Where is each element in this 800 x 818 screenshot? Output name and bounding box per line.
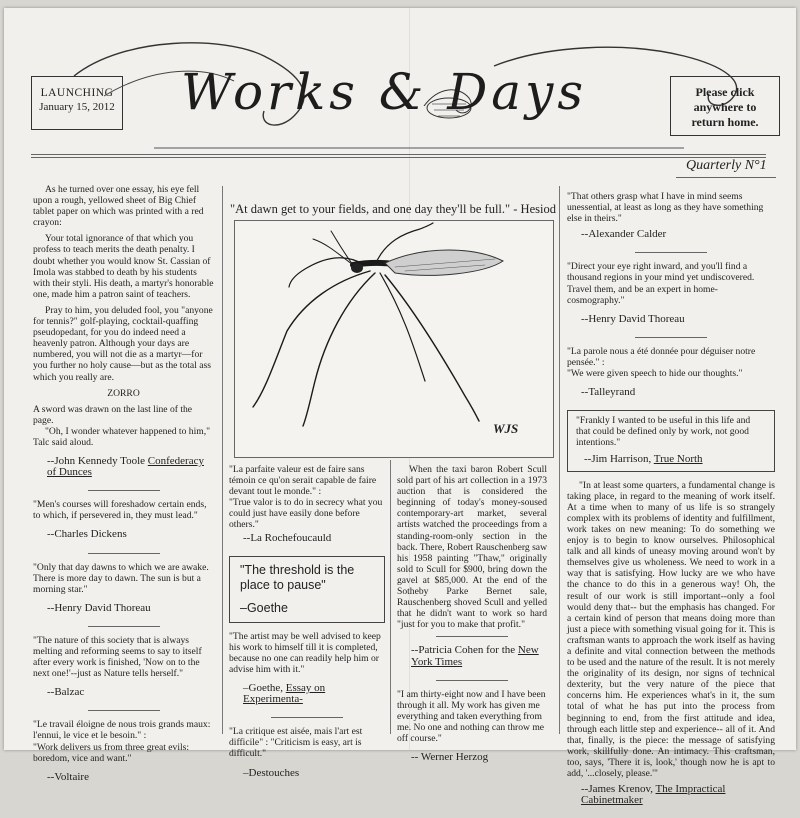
column-1 bbox=[33, 184, 214, 795]
separator bbox=[271, 717, 343, 718]
separator bbox=[88, 553, 160, 554]
column-4 bbox=[567, 191, 775, 818]
return-home-box[interactable] bbox=[670, 76, 780, 136]
quote-thoreau: "Only that day dawns to which we are awake. There is more day to dawn. The sun is but a morning star." bbox=[33, 561, 209, 595]
attribution-calder: --Alexander Calder bbox=[581, 228, 667, 241]
attribution-toole: --John Kennedy Toole Confederacy of Dunces bbox=[47, 455, 204, 479]
separator bbox=[88, 710, 160, 711]
attribution-goethe: –Goethe, Essay on Experimenta- bbox=[243, 682, 326, 706]
attribution-harrison: --Jim Harrison, True North bbox=[584, 452, 703, 465]
issue-underline bbox=[676, 177, 776, 178]
masthead-title: Works & Days bbox=[180, 63, 588, 121]
attribution-voltaire: --Voltaire bbox=[47, 770, 89, 783]
story-scull: When the taxi baron Robert Scull sold part of his art collection in a 1973 auction that is considered the beginning of today's money-soused contemporary-art market, several artists watched the proceedings from a standing-room-only section in the back. There, Robert Rauschenberg saw his 1958 painting "Thaw," originally sold to Scull for $900, bring down the gavel at $85,000. At the end of the Sotheby Parke Bernet sale, Rauschenberg shoved Scull and yelled that he didn't want to work so hard "just for you to make that profit." bbox=[397, 464, 547, 631]
quote-harrison: "Frankly I wanted to be useful in this life and that could be defined only by work, not good intentions." bbox=[576, 415, 751, 449]
quote-rochefoucauld-french: "La parfaite valeur est de faire sans témoin ce qu'on serait capable de faire devant tout le monde." : bbox=[229, 464, 377, 498]
quote-rochefoucauld-english: "True valor is to do in secrecy what you could just have easily done before others." bbox=[229, 497, 383, 531]
crane-fly-illustration bbox=[234, 220, 554, 458]
quote-herzog: "I am thirty-eight now and I have been through it all. My work has given me everything and taken everything from me. No one and nothing can throw me off course." bbox=[397, 688, 546, 744]
quote-voltaire-english: "Work delivers us from three great evils: boredom, vice and want." bbox=[33, 741, 190, 764]
harrison-quote-box bbox=[567, 410, 775, 471]
attribution-destouches: –Destouches bbox=[243, 766, 300, 779]
attribution-dickens: --Charles Dickens bbox=[47, 528, 127, 541]
quote-destouches: "La critique est aisée, mais l'art est difficile" : "Criticism is easy, art is difficult." bbox=[229, 726, 363, 760]
quote-calder: "That others grasp what I have in mind seems unessential, at least as long as they have something else in theirs." bbox=[567, 191, 764, 225]
quote-thoreau-2: "Direct your eye right inward, and you'll find a thousand regions in your mind yet undiscovered. Travel them, and be an expert in home-cosmography." bbox=[567, 261, 755, 306]
story-paragraph: As he turned over one essay, his eye fell upon a rough, yellowed sheet of Big Chief tablet paper on which was printed with a red crayon: bbox=[33, 184, 204, 229]
quote-goethe: "The artist may be well advised to keep his work to himself till it is completed, because no one can readily help him or advise him with it." bbox=[229, 630, 381, 675]
attribution-thoreau-2: --Henry David Thoreau bbox=[581, 312, 685, 325]
attribution-talleyrand: --Talleyrand bbox=[581, 386, 636, 399]
attribution-krenov: --James Krenov, The Impractical Cabinetmaker bbox=[581, 783, 726, 807]
column-2 bbox=[229, 464, 385, 791]
quote-talleyrand-french: "La parole nous a été donnée pour déguiser notre pensée." : bbox=[567, 345, 756, 368]
pull-quote-text: "The threshold is the place to pause" bbox=[240, 562, 355, 592]
column-3 bbox=[397, 464, 547, 775]
attribution-herzog: -- Werner Herzog bbox=[411, 751, 489, 764]
separator bbox=[436, 636, 508, 637]
separator bbox=[635, 252, 707, 253]
quote-balzac: "The nature of this society that is always melting and reforming seems to say to itself after every work is finished, 'Now on to the next one!'--just as Nature tells herself." bbox=[33, 634, 202, 680]
separator bbox=[88, 490, 160, 491]
issue-label: Quarterly N°1 bbox=[686, 158, 767, 173]
story-paragraph: Pray to him, you deluded fool, you "anyone for tennis?" golf-playing, cocktail-quaffing pseudopedant, for you do indeed need a heavenly patron. Although your days are numbered, you will not die as a martyr—for you further no holy cause—but as the total ass which you really are. bbox=[33, 304, 213, 383]
story-paragraph: A sword was drawn on the last line of the page. bbox=[33, 403, 193, 426]
pull-quote-attribution: –Goethe bbox=[240, 600, 288, 615]
quote-voltaire-french: "Le travail éloigne de nous trois grands maux: l'ennui, le vice et le besoin." : bbox=[33, 719, 211, 742]
column-divider-2 bbox=[390, 460, 391, 734]
attribution-thoreau: --Henry David Thoreau bbox=[47, 601, 151, 614]
story-paragraph: Your total ignorance of that which you profess to teach merits the death penalty. I doubt whether you would know St. Cassian of Imola was stabbed to death by his students with their styli. His death, a martyr's honorable one, made him a patron saint of teachers. bbox=[33, 233, 214, 300]
separator bbox=[88, 626, 160, 627]
launch-date: January 15, 2012 bbox=[39, 101, 115, 113]
quote-krenov: "In at least some quarters, a fundamental change is taking place, in regard to the meaning of work itself. At a time when to many of us life is so strangely complex with its problems of identity and fulfillment, work takes on new meaning: To do something we enjoy is to begin to know ourselves. Philosophical talk and all kinds of uneasy moving around won't by themselves give us wholeness. We need to work in a way that is satisfying. How lucky are we who have the chance to do this in a generous way! Oh, the result of our work is still important--only a fool would deny that-- but the emphasis has changed. For a certain kind of person that means doing more than just a piece with something visual going for it. This is craftsman wants to approach the work itself as having a definite and vital connection between the methods to be used and the nature of the result. It is not merely the originality of its design, nor signs of technical dexterity, but the very nature of the piece that concerns him. He experiences what's in it, the sum total of what he has put into the process from beginning to end, from the first attitude and idea, through each little step and experience-- all of it. And that, finally, is the piece: the message of satisfying work, skillfully done. An intimacy. This craftsman, too, says, 'There it is, look,' though now he is apt to add, '...closely, please.'" bbox=[567, 479, 775, 780]
goethe-pull-quote-box bbox=[229, 556, 385, 623]
header-rule bbox=[31, 154, 766, 155]
header-rule-2 bbox=[31, 157, 766, 158]
artist-signature: WJS bbox=[493, 421, 519, 436]
attribution-cohen: --Patricia Cohen for the New York Times bbox=[411, 644, 539, 668]
separator bbox=[635, 337, 707, 338]
crane-fly-icon bbox=[235, 221, 553, 457]
attribution-balzac: --Balzac bbox=[47, 686, 85, 699]
separator bbox=[436, 680, 508, 681]
quote-talleyrand-english: "We were given speech to hide our thoughts." bbox=[567, 368, 743, 380]
newspaper-page[interactable] bbox=[4, 8, 796, 807]
signature-zorro: ZORRO bbox=[107, 387, 140, 399]
home-line-2[interactable]: anywhere to bbox=[693, 100, 757, 114]
attribution-rochefoucauld: --La Rochefoucauld bbox=[243, 531, 332, 544]
story-paragraph: "Oh, I wonder whatever happened to him," Talc said aloud. bbox=[33, 425, 211, 448]
home-line-1[interactable]: Please click bbox=[695, 85, 755, 99]
home-line-3[interactable]: return home. bbox=[691, 115, 759, 129]
column-divider-3 bbox=[559, 186, 560, 734]
column-divider-1 bbox=[222, 186, 223, 734]
hesiod-quote: "At dawn get to your fields, and one day they'll be full." - Hesiod bbox=[230, 202, 556, 216]
launch-label: LAUNCHING bbox=[40, 87, 114, 99]
quote-dickens: "Men's courses will foreshadow certain ends, to which, if persevered in, they must lead." bbox=[33, 499, 207, 522]
